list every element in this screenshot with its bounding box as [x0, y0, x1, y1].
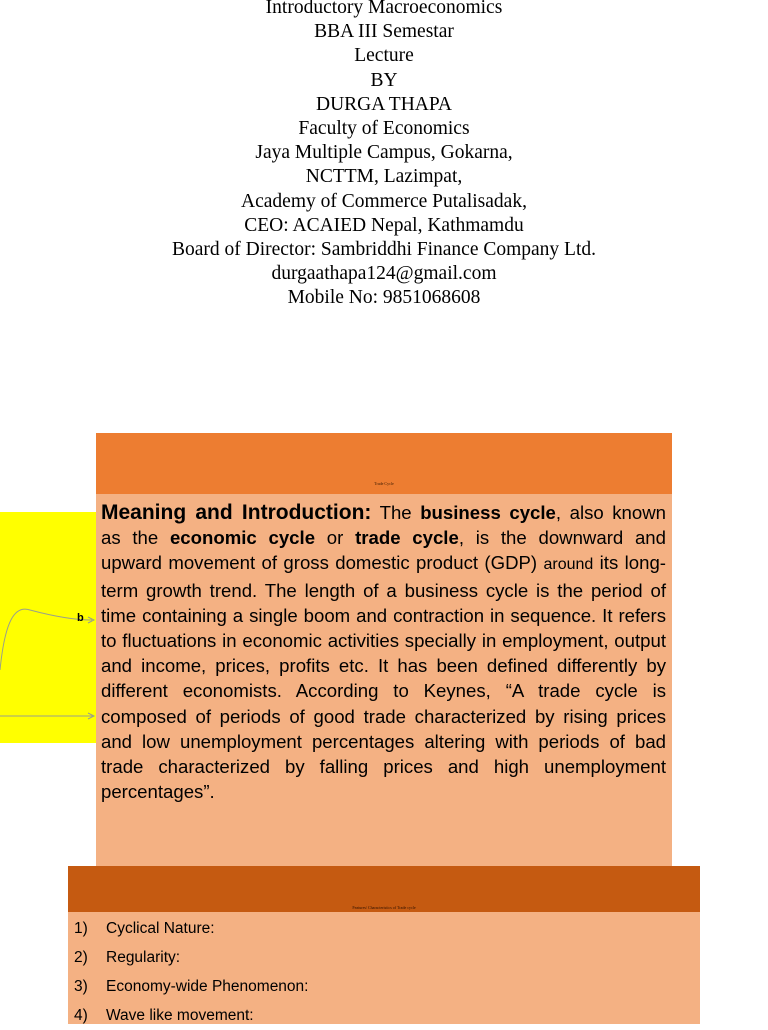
faculty-line: Faculty of Economics: [298, 118, 470, 140]
term-trade-cycle: trade cycle: [355, 527, 459, 549]
lecture-line: Lecture: [354, 45, 414, 67]
meaning-introduction-panel: [96, 494, 672, 866]
mobile-line: Mobile No: 9851068608: [287, 287, 481, 309]
list-item: 2) Regularity:: [74, 949, 181, 966]
features-panel: [68, 912, 700, 1024]
term-economic-cycle: economic cycle: [169, 527, 316, 549]
ncttm-line: NCTTM, Lazimpat,: [305, 166, 463, 188]
author-name: DURGA THAPA: [316, 93, 452, 115]
trade-cycle-header: [96, 433, 672, 494]
features-header: [68, 866, 700, 912]
title-slide: [0, 0, 768, 311]
board-line: Board of Director: Sambriddhi Finance Company Ltd.: [171, 239, 597, 261]
ceo-line: CEO: ACAIED Nepal, Kathmamdu: [244, 214, 524, 236]
meaning-heading: Meaning and Introduction:: [101, 501, 372, 524]
by-line: BY: [370, 69, 398, 91]
list-item: 3) Economy-wide Phenomenon:: [74, 978, 309, 995]
course-title: Introductory Macroeconomics: [265, 0, 503, 18]
campus-line: Jaya Multiple Campus, Gokarna,: [255, 142, 513, 164]
semester-line: BBA III Semestar: [314, 21, 454, 43]
features-list: [74, 914, 308, 1030]
trade-cycle-title: Trade Cycle: [374, 481, 394, 486]
list-item: 1) Cyclical Nature:: [74, 920, 215, 937]
term-business-cycle: business cycle: [420, 502, 556, 523]
features-title: Features/ Characteristics of Trade cycle: [352, 905, 416, 910]
cycle-curve-graphic: [0, 600, 100, 730]
curve-label-b: b: [77, 612, 84, 624]
list-item: 4) Wave like movement:: [74, 1007, 254, 1024]
meaning-paragraph: Meaning and Introduction: The business cycle, also known as the economic cycle or trade cycle, is the downward and upward movement of gross domestic product (GDP) around its long-term growth trend. The length of a business cycle is the period of time containing a single boom and contraction in sequence. It refers to fluctuations in economic activities specially in employment, output and income, prices, profits etc. It has been defined differently by different economists. According to Keynes, “A trade cycle is composed of periods of good trade characterized by rising prices and low unemployment percentages altering with periods of bad trade characterized by falling prices and high unemployment percentages”.: [101, 501, 667, 803]
email-line: durgaathapa124@gmail.com: [271, 263, 497, 285]
academy-line: Academy of Commerce Putalisadak,: [241, 190, 527, 212]
